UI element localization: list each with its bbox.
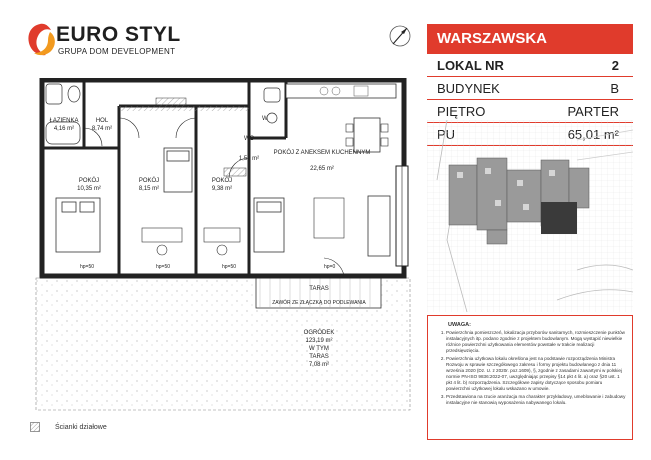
garden-sub-label: TARAS xyxy=(309,354,329,360)
info-label: LOKAL NR xyxy=(437,57,504,73)
threshold-label: hp=0 xyxy=(324,264,336,270)
threshold-label: hp=50 xyxy=(80,264,95,270)
room-name: POKÓJ xyxy=(211,178,233,184)
notes-title: UWAGA: xyxy=(448,322,471,328)
info-value: 2 xyxy=(611,57,619,73)
room-name: POKÓJ xyxy=(138,178,160,184)
room-area: 10,35 m² xyxy=(77,186,101,192)
room-area: 1,58 m² xyxy=(238,156,260,162)
room-area: 9,38 m² xyxy=(211,186,233,192)
room-area: 22,65 m² xyxy=(310,166,334,172)
garden-sub-area: 7,08 m² xyxy=(308,362,330,368)
key-plan xyxy=(427,120,633,312)
room-name: OGRÓDEK xyxy=(303,330,335,336)
threshold-label: hp=50 xyxy=(222,264,237,270)
garden-sub-label: W TYM xyxy=(309,346,329,352)
note-item: 3. Przedstawiona na rzucie aranżacja ma charakter przykładowy, umeblowanie i zabudowy instalacyjne nie stanowią wyposażenia nabywanego lokalu. xyxy=(446,394,626,406)
valve-note: ZAWÓR ZE ZŁĄCZKĄ DO PODLEWANIA xyxy=(272,300,366,306)
partition-hatch-icon xyxy=(30,422,40,432)
room-name: TARAS xyxy=(309,286,329,292)
north-arrow-icon xyxy=(388,24,412,48)
info-label: PIĘTRO xyxy=(437,103,486,119)
room-area: 123,19 m² xyxy=(305,338,333,344)
info-value: PARTER xyxy=(567,103,619,119)
floor-plan xyxy=(24,78,419,413)
info-row-budynek xyxy=(427,77,633,100)
note-item: 1. Powierzchnia pomieszczeń, lokalizacja przyborów sanitarnych, rozmieszczenie punktów instalacyjnych itp. podano zgodnie z projektem budowlanym. Mogą wystąpić niewielkie różnice powierzchni użytkowania elementów powstałe w trakcie realizacji przedsięwzięcia. xyxy=(446,330,626,354)
investment-title: WARSZAWSKA xyxy=(427,24,633,54)
threshold-label: hp=50 xyxy=(156,264,171,270)
legend-label: Ścianki działowe xyxy=(55,424,107,431)
room-area: 4,16 m² xyxy=(53,126,75,132)
room-name: ŁAZIENKA xyxy=(49,118,79,124)
room-area: 8,15 m² xyxy=(138,186,160,192)
brand-subtitle: GRUPA DOM DEVELOPMENT xyxy=(58,47,176,56)
notes-box xyxy=(427,315,633,440)
washer-label: W xyxy=(262,116,268,122)
room-name: POKÓJ xyxy=(78,178,100,184)
room-area: 8,74 m² xyxy=(91,126,113,132)
room-name: POKÓJ Z ANEKSEM KUCHENNYM xyxy=(273,150,371,156)
note-item: 2. Powierzchnia użytkowa lokalu określona jest na podstawie rozporządzenia Ministra Rozwoju w sprawie szczegółowego zakresu i formy projektu budowlanego z dnia 11 września 2020 (Dz. U. z 2020r. poz.1609), §, zgodnie z zasadami zawartymi w polskiej normie PN-ISO 9836:2022-07, uwzględniając przepisy §14 pkt 4 lit. a) oraz §20 ust. 1 pkt 4 lit. b) rozporządzenia. Szczegółowe zapisy dotyczące sposobu pomiaru powierzchni użytkowej lokalu wskazano w umowie. xyxy=(446,356,626,392)
info-row-lokal xyxy=(427,54,633,77)
info-label: BUDYNEK xyxy=(437,80,500,96)
room-name: WC xyxy=(244,136,254,142)
room-name: HOL xyxy=(95,118,109,124)
info-value: B xyxy=(610,80,619,96)
brand-name: EURO STYL xyxy=(56,23,181,46)
